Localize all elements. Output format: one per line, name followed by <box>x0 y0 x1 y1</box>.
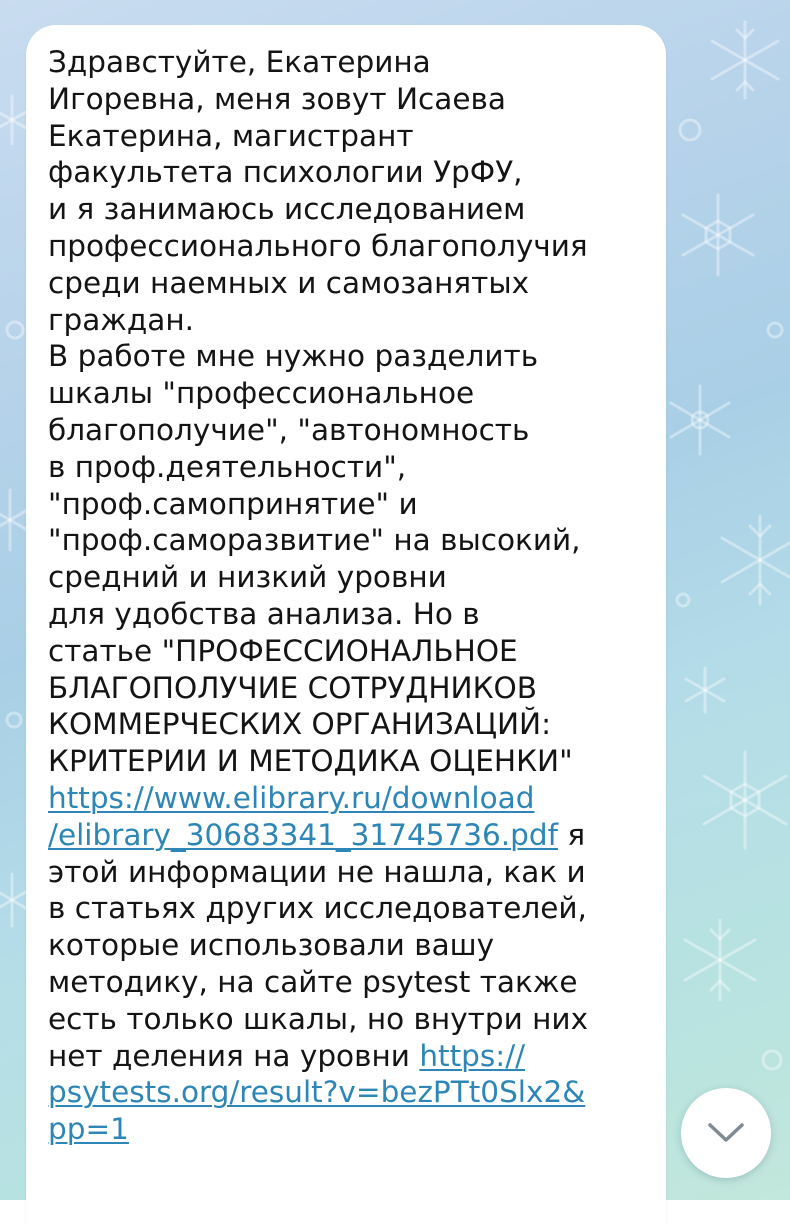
elibrary-link[interactable]: https://www.elibrary.ru/download /elibrary_30683341_31745736.pdf <box>48 780 559 852</box>
snowflake-icon <box>722 516 790 604</box>
snowflake-icon <box>704 752 786 848</box>
scroll-down-button[interactable] <box>681 1088 771 1178</box>
snowflake-icon <box>685 920 755 1000</box>
snowflake-icon <box>671 386 729 454</box>
snowflake-icon <box>683 195 753 275</box>
snowflake-icon <box>686 668 724 712</box>
chevron-down-icon <box>706 1121 746 1145</box>
psytests-link[interactable]: https:// psytests.org/result?v=bezPTt0Slx2& pp=1 <box>48 1038 586 1147</box>
message-text-intro: Здравстуйте, Екатерина Игоревна, меня зовут Исаева Екатерина, магистрант факультета психологии УрФУ, и я занимаюсь исследованием профессионального благополучия среди наемных и самозанятых граждан. В работе мне нужно разделить шкалы "профессиональное благополучие", "автономность в проф.деятельности", "проф.самопринятие" и "проф.саморазвитие" на высокий, средний и низкий уровни для удобства анализа. Но в статье "ПРОФЕССИОНАЛЬНОЕ БЛАГОПОЛУЧИЕ СОТРУДНИКОВ КОММЕРЧЕСКИХ ОРГАНИЗАЦИЙ: КРИТЕРИИ И МЕТОДИКА ОЦЕНКИ" <box>48 45 588 779</box>
message-text-middle: я этой информации не нашла, как и в статьях других исследователей, которые использовали вашу методику, на сайте psytest также есть только шкалы, но внутри них нет деления на уровни <box>48 817 589 1073</box>
message-text <box>48 44 648 1148</box>
snowflake-icon <box>712 22 778 98</box>
